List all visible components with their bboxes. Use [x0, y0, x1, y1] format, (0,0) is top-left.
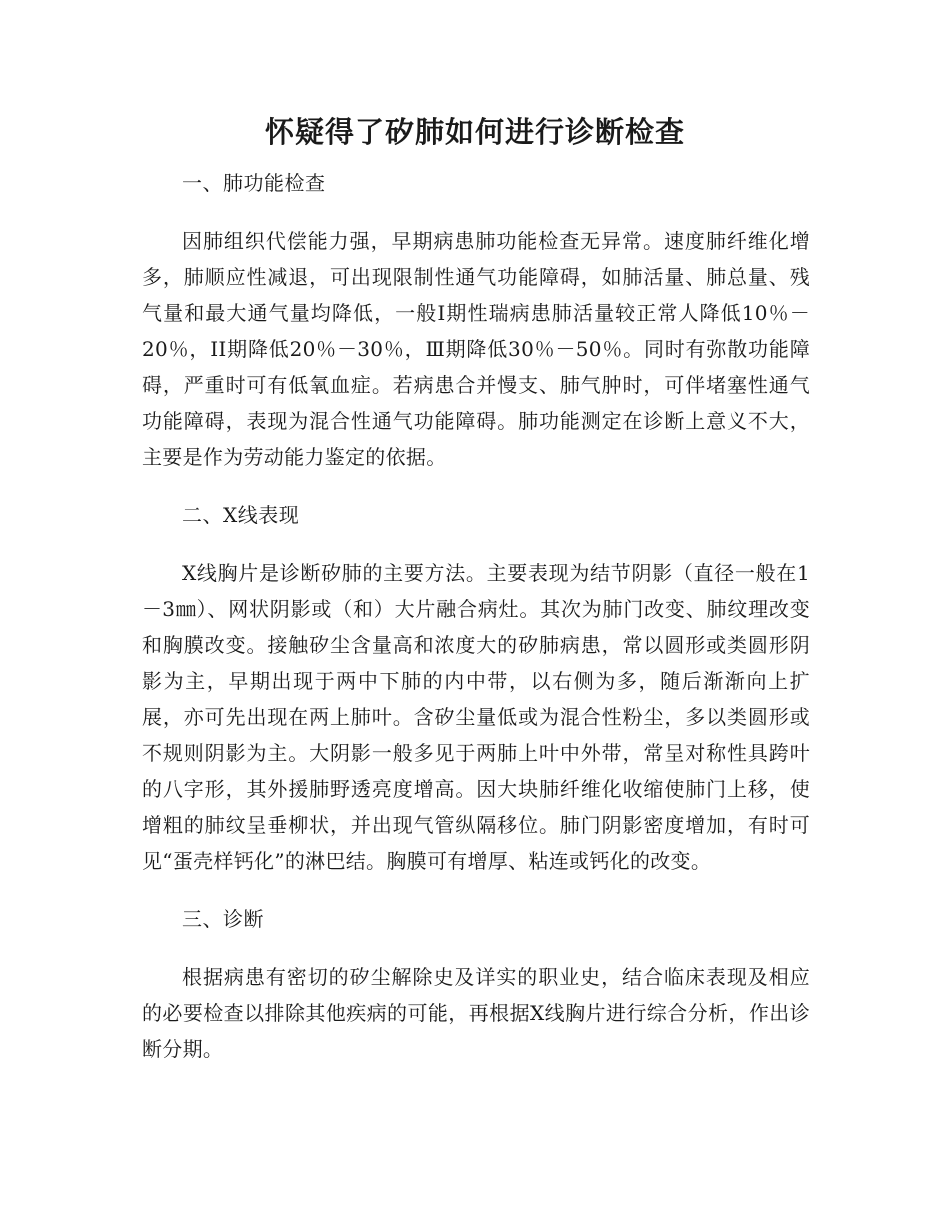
section-paragraph-xray: X线胸片是诊断矽肺的主要方法。主要表现为结节阴影（直径一般在1－3㎜）、网状阴影或（和）大片融合病灶。其次为肺门改变、肺纹理改变和胸膜改变。接触矽尘含量高和浓度大的矽肺病患，常以圆形或类圆形阴影为主，早期出现于两中下肺的内中带，以右侧为多，随后渐渐向上扩展，亦可先出现在两上肺叶。含矽尘量低或为混合性粉尘，多以类圆形或不规则阴影为主。大阴影一般多见于两肺上叶中外带，常呈对称性具跨叶的八字形，其外援肺野透亮度增高。因大块肺纤维化收缩使肺门上移，使增粗的肺纹呈垂柳状，并出现气管纵隔移位。肺门阴影密度增加，有时可见“蛋壳样钙化”的淋巴结。胸膜可有增厚、粘连或钙化的改变。 [142, 561, 810, 873]
section-heading-lung-function: 一、肺功能检查 [182, 171, 326, 195]
section-heading-diagnosis: 三、诊断 [182, 907, 264, 931]
document-body [142, 165, 810, 1089]
document-title: 怀疑得了矽肺如何进行诊断检查 [264, 115, 685, 149]
section-paragraph-lung-function: 因肺组织代偿能力强，早期病患肺功能检查无异常。速度肺纤维化增多，肺顺应性减退，可出现限制性通气功能障碍，如肺活量、肺总量、残气量和最大通气量均降低，一般Ⅰ期性瑞病患肺活量较正常人降低10％－20％，II期降低20％－30％，Ⅲ期降低30％－50％。同时有弥散功能障碍，严重时可有低氧血症。若病患合并慢支、肺气肿时，可伴堵塞性通气功能障碍，表现为混合性通气功能障碍。肺功能测定在诊断上意义不大，主要是作为劳动能力鉴定的依据。 [142, 229, 810, 469]
section-heading-xray: 二、X线表现 [182, 503, 300, 527]
section-paragraph-diagnosis: 根据病患有密切的矽尘解除史及详实的职业史，结合临床表现及相应的必要检查以排除其他疾病的可能，再根据X线胸片进行综合分析，作出诊断分期。 [142, 965, 810, 1061]
